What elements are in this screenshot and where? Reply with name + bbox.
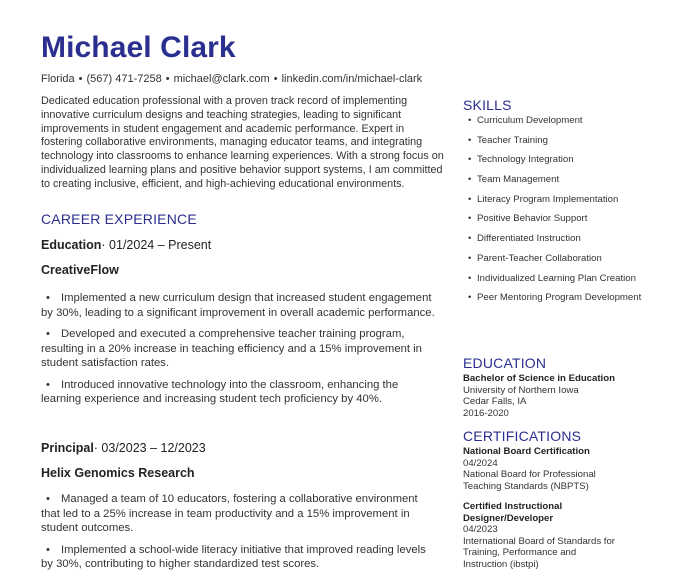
- skill-label: Team Management: [477, 174, 560, 186]
- bullet-glyph: •: [46, 378, 50, 391]
- list-item: [41, 327, 436, 371]
- professional-summary: Dedicated education professional with a proven track record of implementing innovative curriculum designs and teaching strategies, leading to significant improvements in student engagement and academic performance. Expert in fostering collaborative environments, managing educator teams, and integrating technology into classrooms to enhance learning experiences. With a strong focus on individualized learning plans and positive behavior support systems, I am committed to creating inclusive, efficient, and high-achieving educational environments.: [41, 95, 444, 190]
- contact-phone: (567) 471-7258: [86, 73, 162, 85]
- job-title: [41, 441, 206, 455]
- skills-list: [463, 115, 663, 304]
- job-dates: · 03/2023 – 12/2023: [93, 441, 206, 455]
- contact-separator: •: [78, 73, 83, 85]
- skill-item: [463, 273, 663, 285]
- skills-section: [463, 115, 663, 312]
- job-role: Principal: [41, 441, 94, 455]
- school: University of Northern Iowa: [463, 384, 579, 396]
- skill-item: [463, 253, 663, 265]
- certification-issuer: International Board of Standards for Training, Performance and Instruction (ibstpi): [463, 535, 615, 570]
- skill-item: [463, 213, 663, 225]
- bullet-text: Implemented a school-wide literacy initiative that improved reading levels by 30%, contributing to higher standardized test scores.: [41, 543, 426, 570]
- degree: Bachelor of Science in Education: [463, 373, 615, 384]
- skill-label: Curriculum Development: [477, 115, 583, 126]
- skill-item: [463, 233, 663, 245]
- bullet-text: Managed a team of 10 educators, fostering a collaborative environment that led to a 25% increase in team productivity and a 15% improvement in student outcomes.: [41, 493, 418, 534]
- skill-label: Literacy Program Implementation: [477, 193, 619, 205]
- skill-item: [463, 292, 663, 304]
- job-bullets: [41, 291, 436, 414]
- skill-label: Individualized Learning Plan Creation: [477, 272, 636, 284]
- skill-label: Peer Mentoring Program Development: [477, 292, 642, 304]
- certification-name: National Board Certification: [463, 446, 590, 457]
- skill-label: Positive Behavior Support: [477, 213, 588, 225]
- job-bullets: [41, 492, 436, 579]
- bullet-glyph: •: [468, 193, 472, 205]
- certification-date: 04/2024: [463, 457, 498, 469]
- skill-item: [463, 194, 663, 206]
- job-company: Helix Genomics Research: [41, 466, 195, 480]
- skill-label: Parent-Teacher Collaboration: [477, 252, 602, 264]
- list-item: [41, 291, 436, 320]
- bullet-glyph: •: [468, 154, 472, 166]
- certification-entry: [463, 501, 623, 571]
- bullet-glyph: •: [468, 233, 472, 245]
- job-role: Education: [41, 238, 102, 252]
- skill-item: [463, 154, 663, 166]
- skill-label: Teacher Training: [477, 134, 548, 146]
- education-entry: [463, 373, 663, 419]
- skill-item: [463, 115, 663, 127]
- bullet-glyph: •: [468, 134, 472, 146]
- bullet-text: Developed and executed a comprehensive teacher training program, resulting in a 20% increase in teaching efficiency and a 15% improvement in student satisfaction rates.: [41, 328, 422, 369]
- list-item: [41, 492, 436, 536]
- certification-entry: [463, 446, 633, 492]
- certifications-heading: CERTIFICATIONS: [463, 428, 582, 444]
- education-heading: EDUCATION: [463, 355, 547, 371]
- contact-linkedin[interactable]: linkedin.com/in/michael-clark: [281, 73, 423, 85]
- skill-item: [463, 174, 663, 186]
- bullet-glyph: •: [468, 292, 472, 304]
- certification-issuer: National Board for Professional Teaching Standards (NBPTS): [463, 469, 596, 492]
- education-years: 2016-2020: [463, 407, 509, 419]
- bullet-glyph: •: [46, 328, 50, 340]
- bullet-glyph: •: [46, 292, 50, 304]
- bullet-text: Introduced innovative technology into the classroom, enhancing the learning experience and increasing student tech proficiency by 40%.: [41, 378, 399, 405]
- bullet-glyph: •: [468, 213, 472, 225]
- skills-heading: SKILLS: [463, 97, 512, 113]
- certification-date: 04/2023: [463, 524, 498, 536]
- bullet-glyph: •: [468, 174, 472, 186]
- list-item: [41, 543, 436, 572]
- certification-name: Certified Instructional Designer/Developer: [463, 501, 563, 524]
- bullet-glyph: •: [46, 493, 50, 505]
- bullet-glyph: •: [468, 115, 472, 126]
- bullet-text: Implemented a new curriculum design that increased student engagement by 30%, leading to a significant improvement in overall academic performance.: [41, 292, 435, 319]
- career-experience-heading: CAREER EXPERIENCE: [41, 211, 197, 227]
- contact-separator: •: [273, 73, 278, 85]
- contact-email[interactable]: michael@clark.com: [173, 73, 270, 85]
- contact-line: [41, 73, 422, 85]
- job-dates: · 01/2024 – Present: [101, 238, 212, 252]
- bullet-glyph: •: [46, 543, 50, 556]
- school-location: Cedar Falls, IA: [463, 396, 527, 408]
- skill-label: Technology Integration: [477, 154, 574, 166]
- bullet-glyph: •: [468, 252, 472, 264]
- bullet-glyph: •: [468, 272, 472, 284]
- contact-separator: •: [165, 73, 170, 85]
- job-title: [41, 238, 211, 252]
- skill-label: Differentiated Instruction: [477, 233, 581, 245]
- candidate-name: Michael Clark: [41, 31, 236, 64]
- contact-location: Florida: [41, 73, 75, 85]
- skill-item: [463, 135, 663, 147]
- list-item: [41, 378, 436, 407]
- job-company: CreativeFlow: [41, 263, 119, 277]
